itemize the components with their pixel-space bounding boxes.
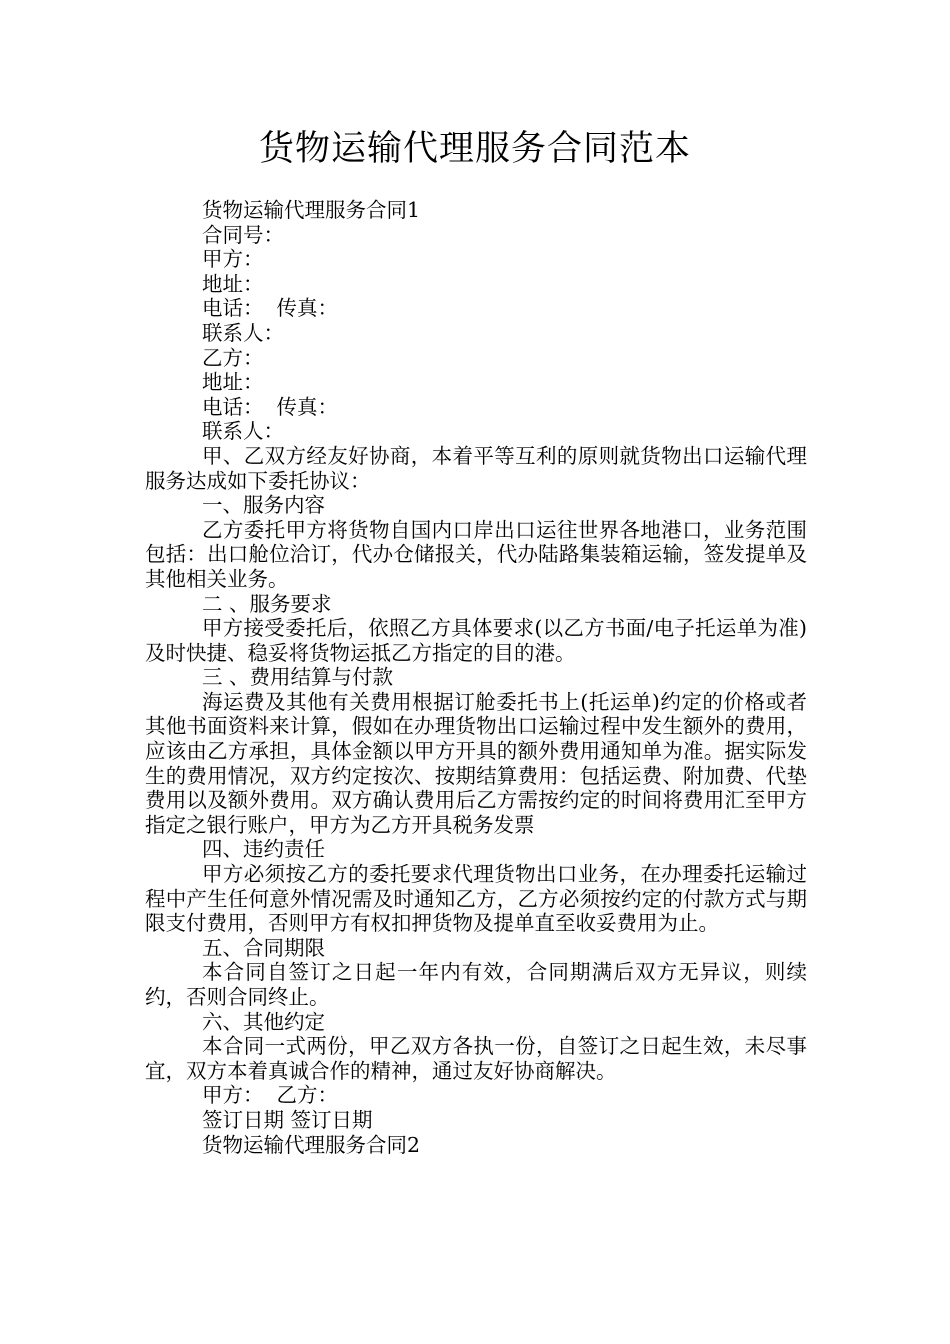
contract-number-field: 合同号： (202, 222, 284, 247)
party-b-phone-fax-field: 电话： 传真： (202, 394, 339, 419)
liability-paragraph: 甲方必须按乙方的委托要求代理货物出口业务，在办理委托运输过程中产生任何意外情况需及时通知乙方，乙方必须按约定的付款方式与期限支付费用，否则甲方有权扣押货物及提单直至收妥费用为止。 (145, 862, 807, 936)
section-heading-other: 六、其他约定 (202, 1009, 325, 1034)
preamble-paragraph: 甲、乙双方经友好协商，本着平等互利的原则就货物出口运输代理服务达成如下委托协议： (145, 443, 807, 493)
contract-heading-1: 货物运输代理服务合同1 (202, 198, 421, 222)
document-title: 货物运输代理服务合同范本 (258, 129, 691, 169)
service-content-paragraph: 乙方委托甲方将货物自国内口岸出口运往世界各地港口，业务范围包括：出口舱位洽订，代办仓储报关，代办陆路集装箱运输，签发提单及其他相关业务。 (145, 517, 807, 591)
other-paragraph: 本合同一式两份，甲乙双方各执一份，自签订之日起生效，未尽事宜，双方本着真诚合作的精神，通过友好协商解决。 (145, 1034, 807, 1083)
document-body (145, 198, 807, 1157)
section-heading-liability: 四、违约责任 (202, 837, 325, 862)
section-heading-term: 五、合同期限 (202, 935, 325, 960)
party-b-contact-field: 联系人： (202, 419, 284, 444)
section-heading-fees-payment: 三 、费用结算与付款 (202, 665, 394, 690)
party-b-field: 乙方： (202, 345, 264, 370)
signature-parties-line: 甲方： 乙方： (202, 1083, 339, 1108)
contract-heading-2: 货物运输代理服务合同2 (202, 1132, 421, 1157)
party-a-field: 甲方： (202, 247, 264, 272)
signature-dates-line: 签订日期 签订日期 (202, 1107, 373, 1132)
party-b-address-field: 地址： (202, 370, 264, 395)
fees-payment-paragraph: 海运费及其他有关费用根据订舱委托书上(托运单)约定的价格或者其他书面资料来计算，假如在办理货物出口运输过程中发生额外的费用，应该由乙方承担，具体金额以甲方开具的额外费用通知单为准。据实际发生的费用情况，双方约定按次、按期结算费用：包括运费、附加费、代垫费用以及额外费用。双方确认费用后乙方需按约定的时间将费用汇至甲方指定之银行账户，甲方为乙方开具税务发票 (145, 689, 807, 837)
party-a-address-field: 地址： (202, 271, 264, 296)
party-a-contact-field: 联系人： (202, 320, 284, 345)
section-heading-service-requirements: 二 、服务要求 (202, 591, 332, 616)
section-heading-service-content: 一、服务内容 (202, 493, 325, 518)
service-requirements-paragraph: 甲方接受委托后，依照乙方具体要求(以乙方书面/电子托运单为准)及时快捷、稳妥将货物运抵乙方指定的目的港。 (145, 616, 807, 665)
party-a-phone-fax-field: 电话： 传真： (202, 296, 339, 321)
term-paragraph: 本合同自签订之日起一年内有效，合同期满后双方无异议，则续约，否则合同终止。 (145, 960, 807, 1009)
